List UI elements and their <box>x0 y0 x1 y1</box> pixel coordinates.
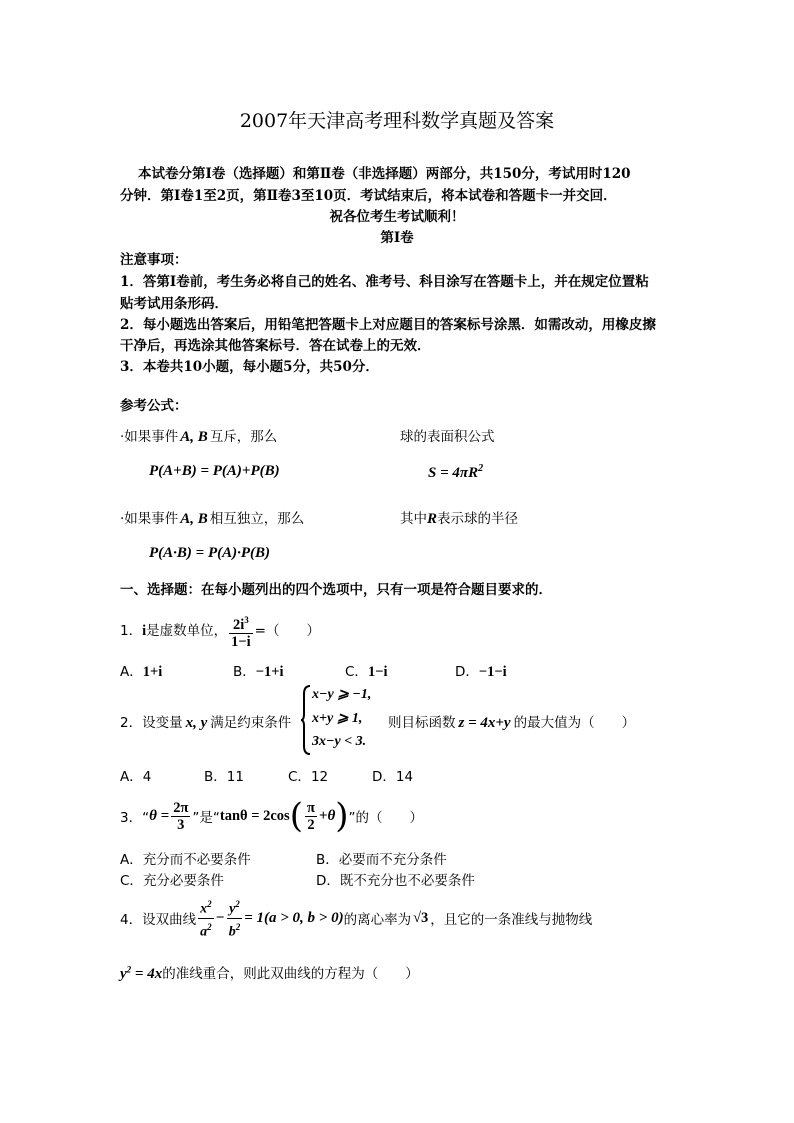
intro-line-3: 祝各位考生考试顺利！ <box>329 209 465 225</box>
q1-option-b: B．−1+i <box>233 664 284 680</box>
q3-fraction-2: $\frac{\pi}{2}$ <box>306 799 315 833</box>
intro-line-2: 分钟．第Ⅰ卷1至2页，第Ⅱ卷3至10页．考试结束后，将本试卷和答题卡一并交回． <box>120 188 617 204</box>
formula-union: P(A+B) = P(A)+P(B) <box>149 463 280 479</box>
note-1a: 1．答第Ⅰ卷前，考生务必将自己的姓名、准考号、科目涂写在答题卡上，并在规定位置粘 <box>120 274 649 290</box>
q2-option-b: B．11 <box>204 769 244 785</box>
formula-1-right-label: 球的表面积公式 <box>400 429 495 445</box>
formulas-heading: 参考公式： <box>120 398 188 414</box>
q2-option-c: C．12 <box>288 769 329 785</box>
question-3: 3．“ θ = $\frac{2\pi}{3}$ ”是“ tanθ = 2cos ( $\frac{\pi}{2}$ +θ ) ”的（ ） <box>120 796 424 836</box>
question-4-line-2: $y^2 = 4x$的准线重合，则此双曲线的方程为（ ） <box>120 964 419 982</box>
note-2a: 2．每小题选出答案后，用铅笔把答题卡上对应题目的答案标号涂黑．如需改动，用橡皮擦 <box>120 317 656 333</box>
formula-independent: P(A·B) = P(A)·P(B) <box>149 545 271 561</box>
q4-fraction-x: $\frac{x^2}{a^2}$ <box>198 896 214 940</box>
q1-option-d: D．−1−i <box>455 664 507 680</box>
section-1-heading: 一、选择题：在每小题列出的四个选项中，只有一项是符合题目要求的． <box>120 582 552 598</box>
q2-brace <box>300 684 312 756</box>
formula-sphere-area: $S = 4\pi R^2$ <box>428 463 484 481</box>
q1-fraction: $\frac{2i^3}{1-i}$ <box>229 612 253 650</box>
note-2b: 干净后，再选涂其他答案标号．答在试卷上的无效． <box>120 338 431 354</box>
q3-option-b: B．必要而不充分条件 <box>316 852 447 868</box>
q3-option-a: A．充分而不必要条件 <box>120 852 251 868</box>
q2-constraint-2: x+y ⩾ 1, <box>312 711 363 726</box>
formula-1-label: ·如果事件 A, B 互斥，那么 <box>120 429 278 445</box>
q1-option-a: A．1+i <box>120 664 163 680</box>
q3-option-c: C．充分必要条件 <box>120 873 224 889</box>
q3-fraction-1: $\frac{2\pi}{3}$ <box>173 799 189 833</box>
note-3: 3．本卷共10小题，每小题5分，共50分． <box>120 359 379 375</box>
question-2-suffix: 则目标函数 z = 4x+y 的最大值为（ ） <box>388 715 636 731</box>
formula-2-right-label: 其中R表示球的半径 <box>400 511 519 527</box>
q2-constraint-3: 3x−y < 3. <box>312 734 367 749</box>
q2-constraint-1: x−y ⩾ −1, <box>312 687 372 702</box>
q2-option-d: D．14 <box>372 769 414 785</box>
question-4: 4．设双曲线 $\frac{x^2}{a^2}$ − $\frac{y^2}{b^2}$ = 1(a > 0, b > 0) 的离心率为 √3 ，且它的一条准线与抛物线 <box>120 898 592 938</box>
intro-line-1: 本试卷分第Ⅰ卷（选择题）和第Ⅱ卷（非选择题）两部分，共150分，考试用时120 <box>138 166 631 182</box>
note-1b: 贴考试用条形码． <box>120 296 228 312</box>
intro-line-4: 第Ⅰ卷 <box>380 230 414 246</box>
q3-option-d: D．既不充分也不必要条件 <box>316 873 475 889</box>
question-1: 1．i是虚数单位， $\frac{2i^3}{1-i}$ =（ ） <box>120 612 320 650</box>
q1-option-c: C．1−i <box>345 664 388 680</box>
page-title: 2007年天津高考理科数学真题及答案 <box>239 110 555 132</box>
question-2-prefix: 2．设变量 x, y 满足约束条件 <box>120 715 292 731</box>
q2-option-a: A．4 <box>120 769 152 785</box>
notes-heading: 注意事项： <box>120 252 188 268</box>
formula-2-label: ·如果事件 A, B 相互独立，那么 <box>120 511 305 527</box>
q4-fraction-y: $\frac{y^2}{b^2}$ <box>227 896 243 940</box>
